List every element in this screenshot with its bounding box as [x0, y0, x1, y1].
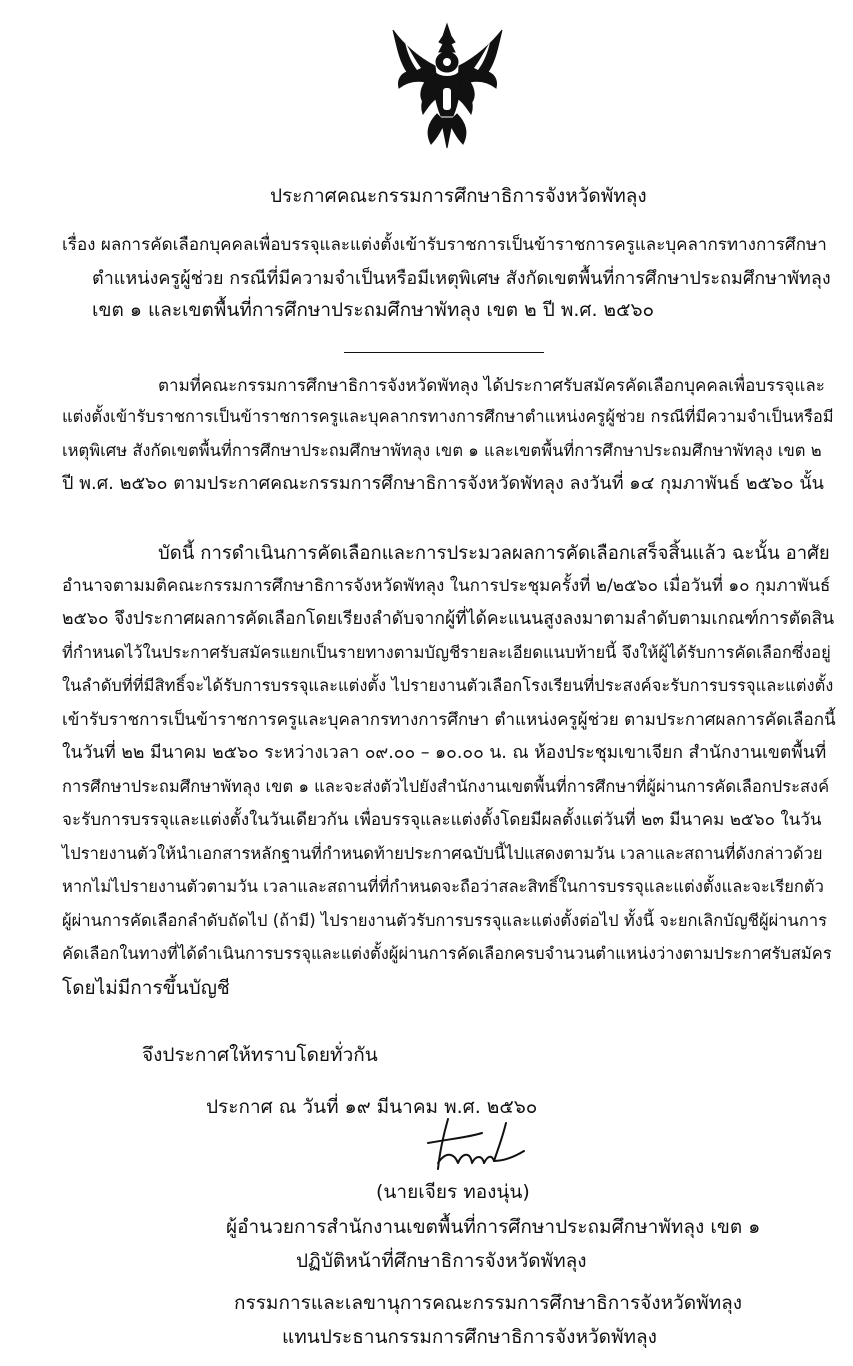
paragraph-line: หากไม่ไปรายงานตัวตามวัน เวลาและสถานที่ที่กำหนดจะถือว่าสละสิทธิ์ในการบรรจุและแต่งตั้งและจะเรียกตัว: [62, 877, 824, 896]
handwritten-signature-icon: [420, 1115, 530, 1175]
divider-rule: [344, 352, 544, 353]
subject-line: เขต ๑ และเขตพื้นที่การศึกษาประถมศึกษาพัทลุง เขต ๒ ปี พ.ศ. ๒๕๖๐: [92, 299, 655, 321]
paragraph-line: ที่กำหนดไว้ในประกาศรับสมัครแยกเป็นรายทางตามบัญชีรายละเอียดแนบท้ายนี้ จึงให้ผู้ได้รับการคัดเลือกซึ่งอยู่: [62, 643, 831, 662]
paragraph-line: โดยไม่มีการขึ้นบัญชี: [62, 977, 230, 999]
paragraph-line: คัดเลือกในทางที่ได้ดำเนินการบรรจุและแต่งตั้งผู้ผ่านการคัดเลือกครบจำนวนตำแหน่งว่างตามประกาศรับสมัคร: [62, 944, 832, 963]
paragraph-line: บัดนี้ การดำเนินการคัดเลือกและการประมวลผลการคัดเลือกเสร็จสิ้นแล้ว ฉะนั้น อาศัย: [158, 543, 830, 564]
paragraph-line: ผู้ผ่านการคัดเลือกลำดับถัดไป (ถ้ามี) ไปรายงานตัวรับการบรรจุและแต่งตั้งต่อไป ทั้งนี้ จะยกเลิกบัญชีผู้ผ่านการ: [62, 911, 827, 930]
paragraph-line: ในลำดับที่ที่มีสิทธิ์จะได้รับการบรรจุและแต่งตั้ง ไปรายงานตัวเลือกโรงเรียนที่ประสงค์จะรับการบรรจุและแต่งตั้ง: [62, 676, 834, 695]
paragraph-line: การศึกษาประถมศึกษาพัทลุง เขต ๑ และจะส่งตัวไปยังสำนักงานเขตพื้นที่การศึกษาที่ผู้ผ่านการคัดเลือกประสงค์: [62, 777, 830, 796]
paragraph-line: เหตุพิเศษ สังกัดเขตพื้นที่การศึกษาประถมศึกษาพัทลุง เขต ๑ และเขตพื้นที่การศึกษาประถมศึกษาพัทลุง เขต ๒: [62, 441, 822, 460]
paragraph-line: อำนาจตามมติคณะกรรมการศึกษาธิการจังหวัดพัทลุง ในการประชุมครั้งที่ ๒/๒๕๖๐ เมื่อวันที่ ๑๐ กุมภาพันธ์: [62, 576, 831, 596]
paragraph-line: ๒๕๖๐ จึงประกาศผลการคัดเลือกโดยเรียงลำดับจากผู้ที่ได้คะแนนสูงลงมาตามลำดับตามเกณฑ์การตัดสิน: [62, 609, 835, 629]
announce-line: จึงประกาศให้ทราบโดยทั่วกัน: [142, 1044, 378, 1066]
paragraph-line: แต่งตั้งเข้ารับราชการเป็นข้าราชการครูและบุคลากรทางการศึกษาตำแหน่งครูผู้ช่วย กรณีที่มีความจำเป็นหรือมี: [62, 407, 834, 426]
paragraph-line: ปี พ.ศ. ๒๕๖๐ ตามประกาศคณะกรรมการศึกษาธิการจังหวัดพัทลุง ลงวันที่ ๑๔ กุมภาพันธ์ ๒๕๖๐ นั้น: [62, 473, 824, 494]
subject-line: ตำแหน่งครูผู้ช่วย กรณีที่มีความจำเป็นหรือมีเหตุพิเศษ สังกัดเขตพื้นที่การศึกษาประถมศึกษาพัทลุง: [92, 268, 831, 289]
paragraph-line: เข้ารับราชการเป็นข้าราชการครูและบุคลากรทางการศึกษา ตำแหน่งครูผู้ช่วย ตามประกาศผลการคัดเลือกนี้: [62, 710, 836, 730]
signer-title: ผู้อำนวยการสำนักงานเขตพื้นที่การศึกษาประถมศึกษาพัทลุง เขต ๑: [226, 1216, 761, 1238]
paragraph-line: จะรับการบรรจุและแต่งตั้งในวันเดียวกัน เพื่อบรรจุและแต่งตั้งโดยมีผลตั้งแต่วันที่ ๒๓ มีนาคม ๒๕๖๐ ในวัน: [62, 810, 822, 830]
signer-title: กรรมการและเลขานุการคณะกรรมการศึกษาธิการจังหวัดพัทลุง: [234, 1292, 743, 1314]
signer-title: ปฏิบัติหน้าที่ศึกษาธิการจังหวัดพัทลุง: [296, 1250, 587, 1272]
paragraph-line: ตามที่คณะกรรมการศึกษาธิการจังหวัดพัทลุง ได้ประกาศรับสมัครคัดเลือกบุคคลเพื่อบรรจุและ: [158, 376, 825, 396]
signer-name: (นายเจียร ทองนุ่น): [376, 1181, 530, 1203]
paragraph-line: ในวันที่ ๒๒ มีนาคม ๒๕๖๐ ระหว่างเวลา ๐๙.๐๐ – ๑๐.๐๐ น. ณ ห้องประชุมเขาเจียก สำนักงานเขตพื้นที่: [62, 743, 827, 763]
document-heading: ประกาศคณะกรรมการศึกษาธิการจังหวัดพัทลุง: [270, 185, 647, 207]
date-line: ประกาศ ณ วันที่ ๑๙ มีนาคม พ.ศ. ๒๕๖๐: [206, 1096, 538, 1118]
garuda-emblem-icon: [385, 22, 510, 152]
subject-line: เรื่อง ผลการคัดเลือกบุคคลเพื่อบรรจุและแต่งตั้งเข้ารับราชการเป็นข้าราชการครูและบุคลากรทางการศึกษา: [62, 235, 827, 255]
paragraph-line: ไปรายงานตัวให้นำเอกสารหลักฐานที่กำหนดท้ายประกาศฉบับนี้ไปแสดงตามวัน เวลาและสถานที่ดังกล่าวด้วย: [62, 844, 823, 863]
signer-title: แทนประธานกรรมการศึกษาธิการจังหวัดพัทลุง: [282, 1326, 657, 1348]
